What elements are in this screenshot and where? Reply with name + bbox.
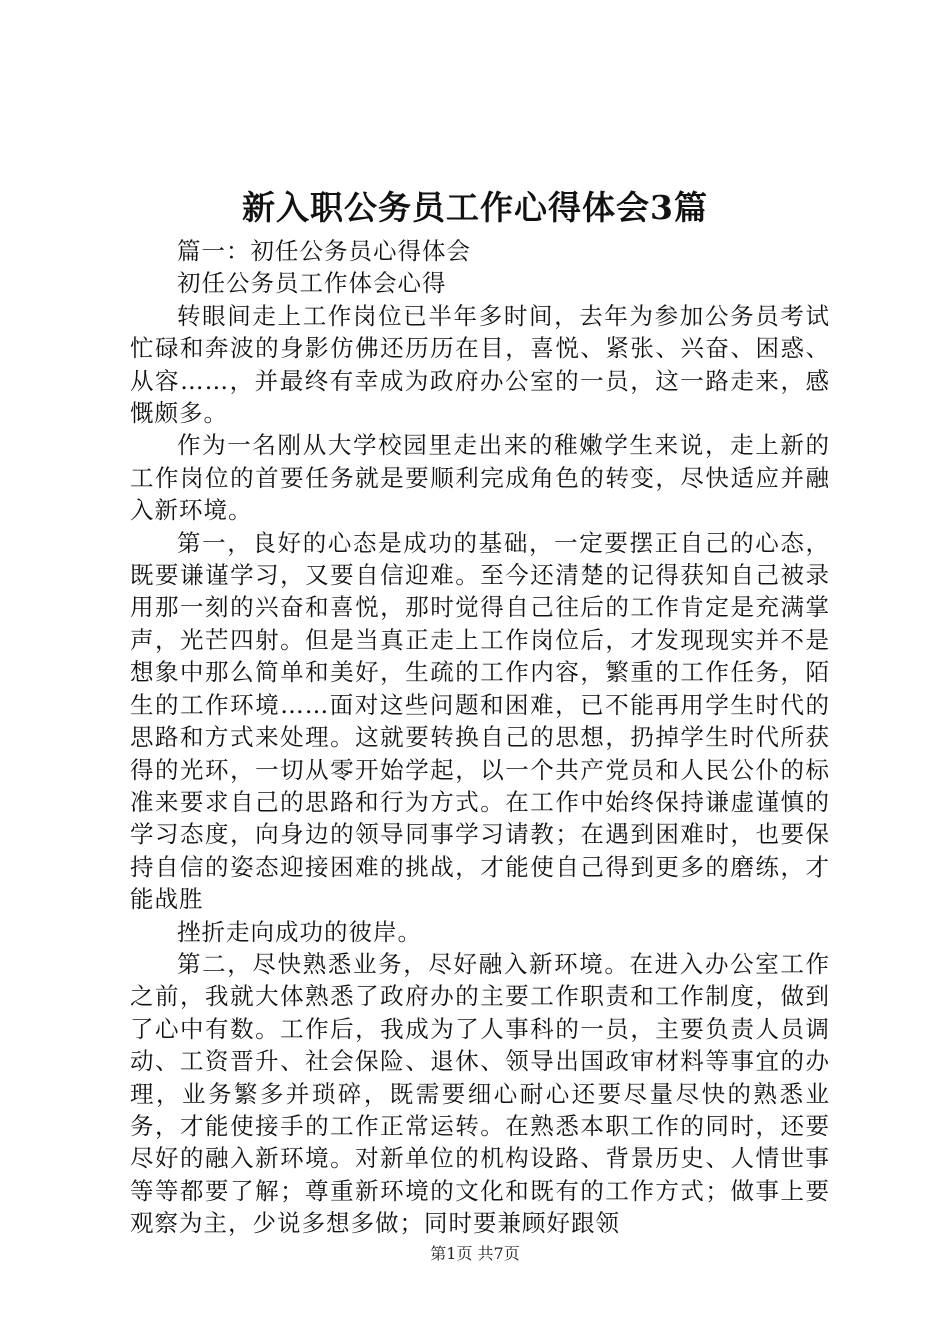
paragraph: 第二，尽快熟悉业务，尽好融入新环境。在进入办公室工作之前，我就大体熟悉了政府办的主要工作职责和工作制度，做到了心中有数。工作后，我成为了人事科的一员，主要负责人员调动、工资晋升、社会保险、退休、领导出国政审材料等事宜的办理，业务繁多并琐碎，既需要细心耐心还要尽量尽快的熟悉业务，才能使接手的工作正常运转。在熟悉本职工作的同时，还要尽好的融入新环境。对新单位的机构设路、背景历史、人情世事等等都要了解；尊重新环境的文化和既有的工作方式；做事上要观察为主，少说多想多做；同时要兼顾好跟领 — [130, 949, 830, 1238]
document-body — [130, 235, 830, 1240]
section-heading: 篇一：初任公务员心得体会 — [177, 237, 471, 265]
paragraph: 挫折走向成功的彼岸。 — [177, 917, 422, 946]
paragraph: 作为一名刚从大学校园里走出来的稚嫩学生来说，走上新的工作岗位的首要任务就是要顺利完成角色的转变，尽快适应并融入新环境。 — [130, 431, 830, 525]
document-title: 新入职公务员工作心得体会3篇 — [242, 188, 708, 227]
paragraph: 转眼间走上工作岗位已半年多时间，去年为参加公务员考试忙碌和奔波的身影仿佛还历历在目，喜悦、紧张、兴奋、困惑、从容……，并最终有幸成为政府办公室的一员，这一路走来，感慨颇多。 — [130, 301, 830, 428]
page-footer: 第1页 共7页 — [430, 1244, 520, 1263]
paragraph: 第一，良好的心态是成功的基础，一定要摆正自己的心态，既要谦谨学习，又要自信迎难。至今还清楚的记得获知自己被录用那一刻的兴奋和喜悦，那时觉得自己往后的工作肯定是充满掌声，光芒四射。但是当真正走上工作岗位后，才发现现实并不是想象中那么简单和美好，生疏的工作内容，繁重的工作任务，陌生的工作环境……面对这些问题和困难，已不能再用学生时代的思路和方式来处理。这就要转换自己的思想，扔掉学生时代所获得的光环，一切从零开始学起，以一个共产党员和人民公仆的标准来要求自己的思路和行为方式。在工作中始终保持谦虚谨慎的学习态度，向身边的领导同事学习请教；在遇到困难时，也要保持自信的姿态迎接困难的挑战，才能使自己得到更多的磨练，才能战胜 — [130, 528, 830, 914]
article-subtitle: 初任公务员工作体会心得 — [177, 269, 447, 298]
